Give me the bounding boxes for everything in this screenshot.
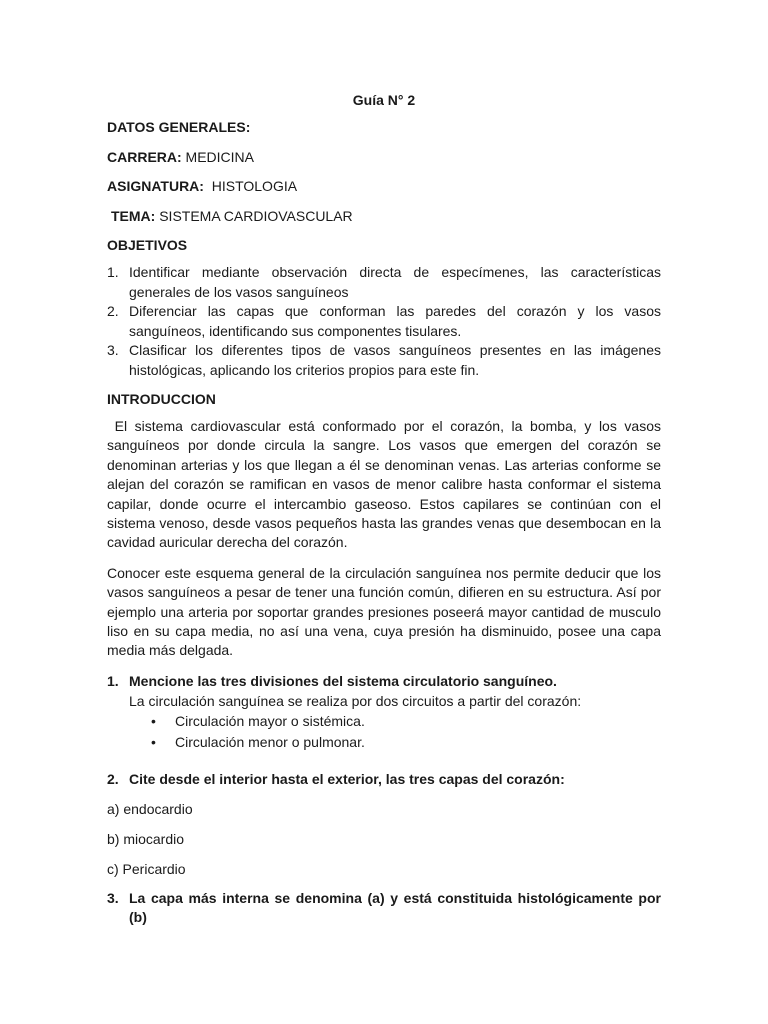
career-value: MEDICINA bbox=[181, 148, 255, 165]
introduction-paragraph-2: Conocer este esquema general de la circulación sanguínea nos permite deducir que los vasos sanguíneos a pesar de tener una función común, difieren en su estructura. Así por ejemplo una arteria por soportar grandes presiones poseerá mayor cantidad de musculo liso en su capa media, no así una vena, cuya presión ha disminuido, posee una capa media más delgada. bbox=[107, 564, 661, 659]
introduction-paragraph-1: El sistema cardiovascular está conformado por el corazón, la bomba, y los vasos sanguíneos por donde circula la sangre. Los vasos que emergen del corazón se denominan arterias y los que llegan a él se denominan venas. Las arterias conforme se alejan del corazón se ramifican en vasos de menor calibre hasta conformar el sistema capilar, donde ocurre el intercambio gaseoso. Estos capilares se continúan con el sistema venoso, desde vasos pequeños hasta las grandes venas que desembocan en la cavidad auricular derecha del corazón. bbox=[107, 418, 665, 551]
topic-line bbox=[107, 206, 661, 226]
objectives-heading: OBJETIVOS bbox=[107, 237, 188, 253]
objective-text: Clasificar los diferentes tipos de vasos sanguíneos presentes en las imágenes histológicas, aplicando los criterios propios para este fin. bbox=[129, 342, 661, 378]
objectives-list bbox=[107, 263, 661, 380]
question-3 bbox=[107, 889, 661, 928]
question-text: La capa más interna se denomina (a) y está constituida histológicamente por (b) bbox=[129, 889, 661, 926]
question-1-answer: La circulación sanguínea se realiza por dos circuitos a partir del corazón: bbox=[129, 693, 582, 710]
question-text: Mencione las tres divisiones del sistema circulatorio sanguíneo. bbox=[129, 672, 557, 689]
question-2 bbox=[107, 770, 661, 790]
topic-label: TEMA: bbox=[111, 207, 156, 224]
objective-text: Diferenciar las capas que conforman las paredes del corazón y los vasos sanguíneos, identificando sus componentes tisulares. bbox=[129, 303, 661, 339]
introduction-heading: INTRODUCCION bbox=[107, 391, 216, 407]
answer-option: b) miocardio bbox=[107, 830, 185, 847]
question-text: Cite desde el interior hasta el exterior, las tres capas del corazón: bbox=[129, 771, 565, 788]
question-1 bbox=[107, 672, 661, 692]
document-page bbox=[107, 88, 665, 928]
guide-title: Guía N° 2 bbox=[352, 92, 416, 108]
objective-number: 1. bbox=[107, 264, 119, 280]
subject-value: HISTOLOGIA bbox=[203, 178, 298, 194]
career-line bbox=[107, 147, 661, 167]
answer-option: c) Pericardio bbox=[107, 860, 186, 877]
objective-item bbox=[107, 302, 661, 341]
subject-label: ASIGNATURA: bbox=[107, 178, 204, 194]
circulation-list bbox=[107, 711, 661, 753]
objective-text: Identificar mediante observación directa de especímenes, las características generales de los vasos sanguíneos bbox=[129, 264, 661, 300]
career-label: CARRERA: bbox=[107, 148, 182, 165]
objective-number: 2. bbox=[107, 303, 119, 319]
answer-option: a) endocardio bbox=[107, 800, 193, 817]
objective-item bbox=[107, 341, 661, 380]
list-item: • Circulación mayor o sistémica. bbox=[151, 711, 661, 732]
objective-number: 3. bbox=[107, 342, 119, 358]
question-number: 3. bbox=[107, 889, 119, 906]
subject-line bbox=[107, 176, 661, 196]
objective-item bbox=[107, 263, 661, 302]
question-number: 1. bbox=[107, 672, 119, 689]
general-data-heading: DATOS GENERALES: bbox=[107, 119, 251, 135]
topic-value: SISTEMA CARDIOVASCULAR bbox=[155, 207, 353, 224]
question-number: 2. bbox=[107, 771, 119, 788]
list-item: • Circulación menor o pulmonar. bbox=[151, 732, 661, 753]
